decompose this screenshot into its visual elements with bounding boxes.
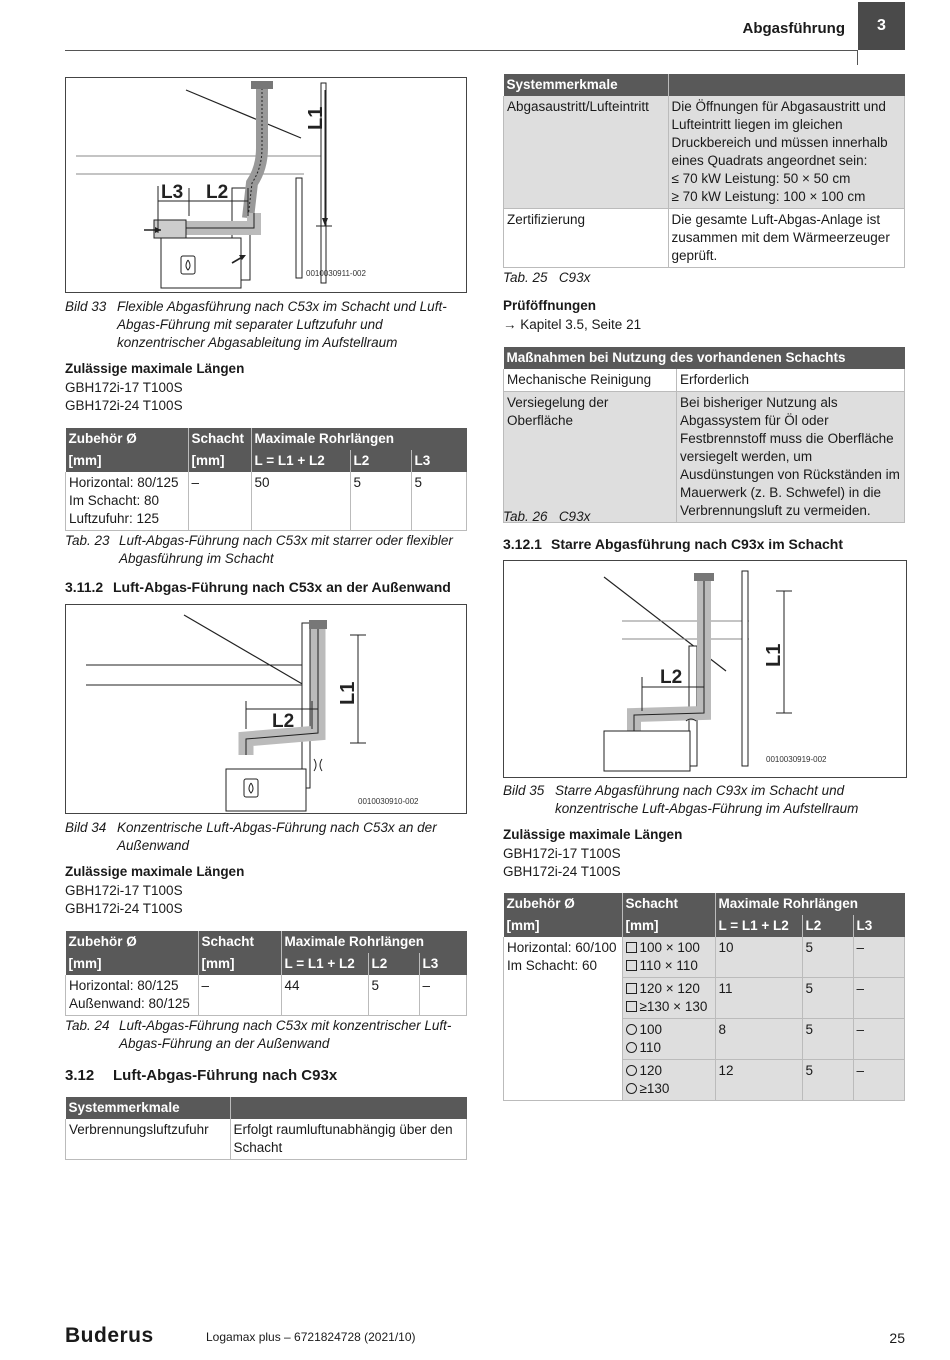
shaft-size: 110 xyxy=(639,1040,662,1055)
table-cell: 44 xyxy=(281,975,368,1016)
table-cell: – xyxy=(853,978,905,1019)
section-heading: Zulässige maximale Längen xyxy=(65,864,245,879)
table-header xyxy=(230,1097,467,1119)
square-shaft-icon xyxy=(626,983,637,994)
table-cell: – xyxy=(198,975,281,1016)
caption-text: Flexible Abgasführung nach C53x im Schacht und Luft-Abgas-Führung mit separater Luftzufuhr und konzentrischer Abgasableitung im Aufstellraum xyxy=(117,299,447,350)
table-cell: 10 xyxy=(715,937,802,978)
section-heading: Zulässige maximale Längen xyxy=(503,827,683,842)
table-cell: 8 xyxy=(715,1019,802,1060)
table-cell: – xyxy=(853,1019,905,1060)
model-line: GBH172i-17 T100S xyxy=(65,380,183,395)
section-3-12-1-heading xyxy=(503,536,843,552)
caption-number: Bild 33 xyxy=(65,299,107,314)
dim-label-l1: L1 xyxy=(763,643,785,667)
inspection-openings-heading: Prüföffnungen xyxy=(503,298,596,313)
figure-id: 0010030911-002 xyxy=(306,269,366,278)
table-23-caption xyxy=(65,532,467,568)
table-header: L2 xyxy=(368,953,419,975)
model-line: GBH172i-24 T100S xyxy=(65,398,183,413)
table-cell: Verbrennungsluftzufuhr xyxy=(66,1119,231,1160)
table-24-caption xyxy=(65,1017,467,1053)
table-cell xyxy=(622,1019,715,1060)
table-header: [mm] xyxy=(66,953,199,975)
caption-text: Konzentrische Luft-Abgas-Führung nach C53x an der Außenwand xyxy=(117,820,437,853)
figure-35-caption xyxy=(503,782,905,818)
table-header: Schacht xyxy=(188,428,251,450)
table-cell: Bei bisheriger Nutzung als Abgassystem für Öl oder Festbrennstoff muss die Oberfläche versiegelt werden, um Ausdünstungen von Rückständen im Mauerwerk (z. B. Schwefel) in die Verbrennungsluft zu vermeiden. xyxy=(677,392,905,523)
table-cell xyxy=(622,978,715,1019)
figure-33-drawing xyxy=(66,78,466,292)
section-title: Luft-Abgas-Führung nach C93x xyxy=(113,1067,338,1084)
shaft-size: 120 × 120 xyxy=(639,981,700,996)
shaft-size: ≥130 × 130 xyxy=(639,999,708,1014)
table-23 xyxy=(65,428,467,531)
table-header: [mm] xyxy=(66,450,189,472)
table-header: Systemmerkmale xyxy=(504,74,669,96)
chapter-number-box: 3 xyxy=(858,2,905,50)
table-cell: 5 xyxy=(802,937,853,978)
table-cell: Erfolgt raumluftunabhängig über den Schacht xyxy=(230,1119,467,1160)
table-cell: 5 xyxy=(802,1019,853,1060)
section-3-11-2-heading xyxy=(65,579,451,595)
round-shaft-icon xyxy=(626,1024,637,1035)
table-24 xyxy=(65,931,467,1016)
table-cell xyxy=(622,1060,715,1101)
table-cell: 11 xyxy=(715,978,802,1019)
round-shaft-icon xyxy=(626,1042,637,1053)
table-cell: – xyxy=(853,1060,905,1101)
table-25-caption xyxy=(503,269,590,287)
figure-34-drawing xyxy=(66,605,466,813)
square-shaft-icon xyxy=(626,960,637,971)
dim-label-l2: L2 xyxy=(272,711,295,732)
table-cell: Horizontal: 80/125 Außenwand: 80/125 xyxy=(66,975,199,1016)
section-title: Starre Abgasführung nach C93x im Schacht xyxy=(551,536,843,552)
table-header: [mm] xyxy=(198,953,281,975)
table-cell: Zertifizierung xyxy=(504,209,669,268)
table-header: Maximale Rohrlängen xyxy=(715,893,905,915)
table-cell: Horizontal: 80/125 Im Schacht: 80 Luftzufuhr: 125 xyxy=(66,472,189,531)
caption-text: Luft-Abgas-Führung nach C53x mit starrer oder flexibler Abgasführung im Schacht xyxy=(119,533,453,566)
dim-label-l1: L1 xyxy=(305,106,327,130)
dim-label-l2: L2 xyxy=(660,667,683,688)
shaft-size: 100 xyxy=(639,1022,663,1037)
table-header: L3 xyxy=(853,915,905,937)
table-cell: 5 xyxy=(350,472,411,531)
chapter-reference-link[interactable]: → Kapitel 3.5, Seite 21 xyxy=(503,317,642,332)
table-header: Zubehör Ø xyxy=(66,931,199,953)
figure-33-caption xyxy=(65,298,465,352)
table-row xyxy=(504,937,905,978)
table-header: L3 xyxy=(411,450,467,472)
caption-text: Starre Abgasführung nach C93x im Schacht und konzentrische Luft-Abgas-Führung im Aufstellraum xyxy=(555,783,859,816)
caption-text: Luft-Abgas-Führung nach C53x mit konzentrischer Luft-Abgas-Führung an der Außenwand xyxy=(119,1018,452,1051)
section-number: 3.12 xyxy=(65,1067,95,1084)
table-26-caption xyxy=(503,508,590,526)
section-number: 3.11.2 xyxy=(65,579,104,595)
round-shaft-icon xyxy=(626,1083,637,1094)
table-row xyxy=(66,1119,467,1160)
table-cell: Horizontal: 60/100 Im Schacht: 60 xyxy=(504,937,623,1101)
caption-number: Bild 35 xyxy=(503,783,545,798)
dim-label-l2: L2 xyxy=(206,182,229,203)
figure-34-caption xyxy=(65,819,465,855)
table-header: L2 xyxy=(350,450,411,472)
table-header: L = L1 + L2 xyxy=(251,450,350,472)
table-cell: Abgasaustritt/Lufteintritt xyxy=(504,96,669,209)
table-header: Maximale Rohrlängen xyxy=(281,931,467,953)
figure-id: 0010030910-002 xyxy=(358,797,419,806)
figure-35-drawing xyxy=(504,561,906,777)
table-cell: Die Öffnungen für Abgasaustritt und Lufteintritt liegen im gleichen Druckbereich und müssen innerhalb eines Quadrats angeordnet sein: ≤ 70 kW Leistung: 50 × 50 cm ≥ 70 kW Leistung: 100 × 100 cm xyxy=(668,96,905,209)
table-header: Zubehör Ø xyxy=(504,893,623,915)
figure-34 xyxy=(65,604,467,814)
table-header: [mm] xyxy=(622,915,715,937)
figure-33 xyxy=(65,77,467,293)
table-row xyxy=(504,209,905,268)
header-tick xyxy=(857,50,858,65)
caption-number: Tab. 25 xyxy=(503,270,548,285)
caption-number: Tab. 24 xyxy=(65,1018,110,1033)
table-row xyxy=(504,392,905,523)
model-line: GBH172i-24 T100S xyxy=(65,901,183,916)
table-cell: 50 xyxy=(251,472,350,531)
shaft-size: 110 × 110 xyxy=(639,958,698,973)
figure-id: 0010030919-002 xyxy=(766,755,827,764)
section-heading: Zulässige maximale Längen xyxy=(65,361,245,376)
shaft-size: 120 xyxy=(639,1063,663,1078)
square-shaft-icon xyxy=(626,1001,637,1012)
document-reference: Logamax plus – 6721824728 (2021/10) xyxy=(206,1330,416,1344)
table-row xyxy=(66,472,467,531)
page-number: 25 xyxy=(889,1330,905,1346)
model-line: GBH172i-24 T100S xyxy=(503,864,621,879)
dim-label-l3: L3 xyxy=(161,182,184,203)
header-rule xyxy=(65,50,858,51)
table-cell: Die gesamte Luft-Abgas-Anlage ist zusammen mit dem Wärmeerzeuger geprüft. xyxy=(668,209,905,268)
page-header-title: Abgasführung xyxy=(742,20,845,37)
table-cell: – xyxy=(419,975,467,1016)
table-header: L3 xyxy=(419,953,467,975)
table-cell: Erforderlich xyxy=(677,369,905,392)
table-header: Zubehör Ø xyxy=(66,428,189,450)
table-header: Maximale Rohrlängen xyxy=(251,428,467,450)
table-cell: 12 xyxy=(715,1060,802,1101)
table-cell: – xyxy=(853,937,905,978)
max-length-table-c93x xyxy=(503,893,905,1101)
model-line: GBH172i-17 T100S xyxy=(65,883,183,898)
dim-label-l1: L1 xyxy=(337,681,359,705)
table-header: Maßnahmen bei Nutzung des vorhandenen Schachts xyxy=(504,347,905,369)
system-features-table xyxy=(65,1097,467,1160)
table-cell: 5 xyxy=(411,472,467,531)
table-row xyxy=(504,369,905,392)
buderus-logo: Buderus xyxy=(65,1324,154,1347)
table-row xyxy=(66,975,467,1016)
caption-text: C93x xyxy=(558,270,591,285)
caption-text: C93x xyxy=(558,509,591,524)
table-cell: 5 xyxy=(368,975,419,1016)
table-header: Schacht xyxy=(622,893,715,915)
square-shaft-icon xyxy=(626,942,637,953)
round-shaft-icon xyxy=(626,1065,637,1076)
table-header: Systemmerkmale xyxy=(66,1097,231,1119)
shaft-size: 100 × 100 xyxy=(639,940,700,955)
table-header: [mm] xyxy=(504,915,623,937)
table-header: [mm] xyxy=(188,450,251,472)
table-row xyxy=(504,96,905,209)
section-title: Luft-Abgas-Führung nach C53x an der Außenwand xyxy=(113,579,451,595)
table-header: L = L1 + L2 xyxy=(715,915,802,937)
table-cell: 5 xyxy=(802,1060,853,1101)
table-cell xyxy=(622,937,715,978)
table-cell: Versiegelung der Oberfläche xyxy=(504,392,677,523)
table-header: Schacht xyxy=(198,931,281,953)
shaft-size: ≥130 xyxy=(639,1081,670,1096)
table-header: L = L1 + L2 xyxy=(281,953,368,975)
table-26 xyxy=(503,347,905,523)
caption-number: Tab. 26 xyxy=(503,509,548,524)
table-cell: 5 xyxy=(802,978,853,1019)
table-cell: – xyxy=(188,472,251,531)
model-line: GBH172i-17 T100S xyxy=(503,846,621,861)
section-number: 3.12.1 xyxy=(503,536,542,552)
table-cell: Mechanische Reinigung xyxy=(504,369,677,392)
table-header: L2 xyxy=(802,915,853,937)
caption-number: Tab. 23 xyxy=(65,533,110,548)
caption-number: Bild 34 xyxy=(65,820,107,835)
section-3-12-heading xyxy=(65,1067,337,1084)
table-header xyxy=(668,74,905,96)
system-features-table-c93x xyxy=(503,74,905,268)
figure-35 xyxy=(503,560,907,778)
